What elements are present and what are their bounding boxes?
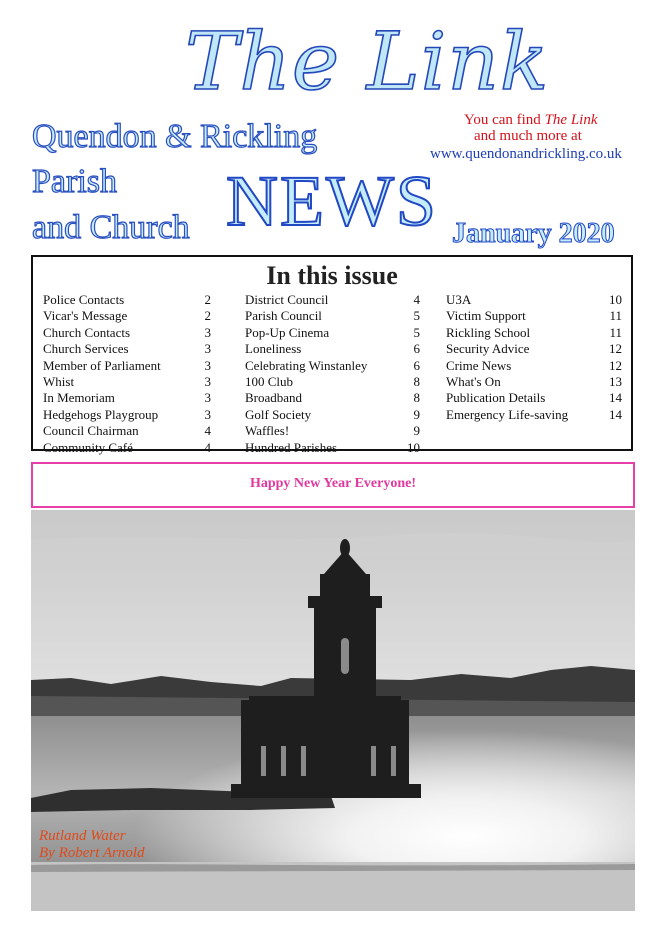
toc-entry bbox=[43, 341, 211, 357]
toc-entry-label: Council Chairman bbox=[43, 423, 139, 439]
toc-entry bbox=[446, 407, 622, 423]
toc-entry-page: 10 bbox=[407, 439, 420, 455]
toc-entry bbox=[245, 374, 420, 390]
toc-entry-label: Hedgehogs Playgroup bbox=[43, 406, 159, 422]
toc-entry-page: 3 bbox=[204, 357, 211, 373]
toc-entry-label: Parish Council bbox=[245, 308, 322, 324]
toc-entry-page: 13 bbox=[609, 373, 622, 389]
photo-caption bbox=[39, 828, 145, 862]
issue-date: January 2020 bbox=[452, 218, 615, 249]
toc-entry-label: Emergency Life-saving bbox=[446, 406, 569, 422]
website-url-link[interactable]: www.quendonandrickling.co.uk bbox=[430, 146, 622, 162]
toc-entry bbox=[43, 308, 211, 324]
website-note-name: The Link bbox=[544, 112, 598, 128]
toc-entry-label: Community Café bbox=[43, 439, 133, 455]
toc-entry bbox=[245, 407, 420, 423]
toc-entry-page: 5 bbox=[413, 308, 420, 324]
toc-entry-page: 6 bbox=[413, 357, 420, 373]
toc-entry-label: Pop-Up Cinema bbox=[245, 324, 330, 340]
toc-entry bbox=[245, 358, 420, 374]
toc-entry-label: Church Services bbox=[43, 341, 129, 357]
toc-entry-page: 9 bbox=[413, 423, 420, 439]
toc-entry bbox=[245, 390, 420, 406]
toc-entry-page: 9 bbox=[413, 406, 420, 422]
toc-entry bbox=[43, 292, 211, 308]
toc-entry-page: 3 bbox=[204, 373, 211, 389]
toc-entry-page: 4 bbox=[204, 439, 211, 455]
photo-caption-title: Rutland Water bbox=[39, 828, 126, 844]
toc-entry-page: 2 bbox=[204, 308, 211, 324]
toc-entry-page: 10 bbox=[609, 292, 622, 307]
toc-entry-label: Whist bbox=[43, 373, 75, 389]
toc-entry-label: Member of Parliament bbox=[43, 357, 161, 373]
toc-entry-label: Publication Details bbox=[446, 390, 546, 406]
toc-column-1 bbox=[43, 292, 211, 456]
toc-entry bbox=[446, 292, 622, 308]
photo-caption-credit: By Robert Arnold bbox=[39, 845, 145, 861]
toc-entry-page: 8 bbox=[413, 390, 420, 406]
toc-entry bbox=[446, 341, 622, 357]
table-of-contents bbox=[31, 255, 633, 455]
toc-entry-label: U3A bbox=[446, 292, 472, 307]
toc-entry bbox=[43, 358, 211, 374]
toc-entry-page: 11 bbox=[609, 324, 622, 340]
masthead-title-line2: Parish bbox=[32, 163, 117, 200]
toc-entry-label: Police Contacts bbox=[43, 292, 125, 307]
toc-entry bbox=[245, 292, 420, 308]
toc-entry-label: Victim Support bbox=[446, 308, 526, 324]
toc-entry-page: 12 bbox=[609, 357, 622, 373]
toc-entry-label: Celebrating Winstanley bbox=[245, 357, 368, 373]
toc-entry-label: Crime News bbox=[446, 357, 512, 373]
toc-entry-page: 12 bbox=[609, 341, 622, 357]
toc-entry bbox=[245, 308, 420, 324]
toc-entry-label: Vicar's Message bbox=[43, 308, 128, 324]
toc-title: In this issue bbox=[266, 261, 398, 290]
toc-entry-label: In Memoriam bbox=[43, 390, 115, 406]
toc-entry bbox=[245, 440, 420, 456]
toc-entry-page: 11 bbox=[609, 308, 622, 324]
toc-entry bbox=[43, 423, 211, 439]
toc-entry-label: Hundred Parishes bbox=[245, 439, 338, 455]
toc-entry-label: Rickling School bbox=[446, 324, 531, 340]
toc-entry-page: 3 bbox=[204, 390, 211, 406]
toc-column-3 bbox=[446, 292, 622, 423]
toc-entry-label: Waffles! bbox=[245, 423, 290, 439]
toc-entry-label: Church Contacts bbox=[43, 324, 131, 340]
toc-entry bbox=[446, 374, 622, 390]
toc-entry bbox=[43, 407, 211, 423]
masthead-title-line1: Quendon & Rickling bbox=[32, 118, 318, 155]
toc-entry-label: Security Advice bbox=[446, 341, 530, 357]
toc-entry-page: 8 bbox=[413, 373, 420, 389]
toc-entry-label: What's On bbox=[446, 373, 501, 389]
toc-entry bbox=[43, 440, 211, 456]
toc-entry-label: Loneliness bbox=[245, 341, 302, 357]
toc-entry bbox=[245, 325, 420, 341]
toc-entry bbox=[446, 325, 622, 341]
toc-entry bbox=[43, 325, 211, 341]
masthead-news: NEWS bbox=[226, 161, 438, 241]
website-note-line2: and much more at bbox=[474, 128, 582, 144]
website-note-prefix: You can find bbox=[464, 112, 545, 128]
toc-entry-page: 4 bbox=[204, 423, 211, 439]
toc-entry-label: 100 Club bbox=[245, 373, 294, 389]
toc-entry-page: 5 bbox=[413, 324, 420, 340]
toc-entry bbox=[43, 374, 211, 390]
masthead-title-line3: and Church bbox=[32, 209, 190, 246]
toc-entry bbox=[446, 308, 622, 324]
toc-entry-page: 3 bbox=[204, 341, 211, 357]
toc-entry bbox=[446, 358, 622, 374]
banner-text: Happy New Year Everyone! bbox=[249, 476, 417, 491]
toc-entry-label: Broadband bbox=[245, 390, 303, 406]
toc-entry-page: 14 bbox=[609, 406, 622, 422]
website-note-line1 bbox=[464, 112, 597, 129]
toc-entry-label: Golf Society bbox=[245, 406, 312, 422]
toc-column-2 bbox=[245, 292, 420, 456]
toc-entry-page: 4 bbox=[413, 292, 420, 307]
toc-entry-page: 3 bbox=[204, 406, 211, 422]
toc-entry-page: 14 bbox=[609, 390, 622, 406]
the-link-logo: The Link bbox=[185, 15, 550, 108]
toc-entry bbox=[245, 423, 420, 439]
new-year-banner bbox=[31, 462, 635, 508]
toc-entry bbox=[446, 390, 622, 406]
toc-entry bbox=[245, 341, 420, 357]
toc-entry-page: 6 bbox=[413, 341, 420, 357]
toc-entry-label: District Council bbox=[245, 292, 329, 307]
toc-entry-page: 3 bbox=[204, 324, 211, 340]
cover-photo bbox=[31, 510, 635, 911]
toc-entry bbox=[43, 390, 211, 406]
toc-entry-page: 2 bbox=[204, 292, 211, 307]
